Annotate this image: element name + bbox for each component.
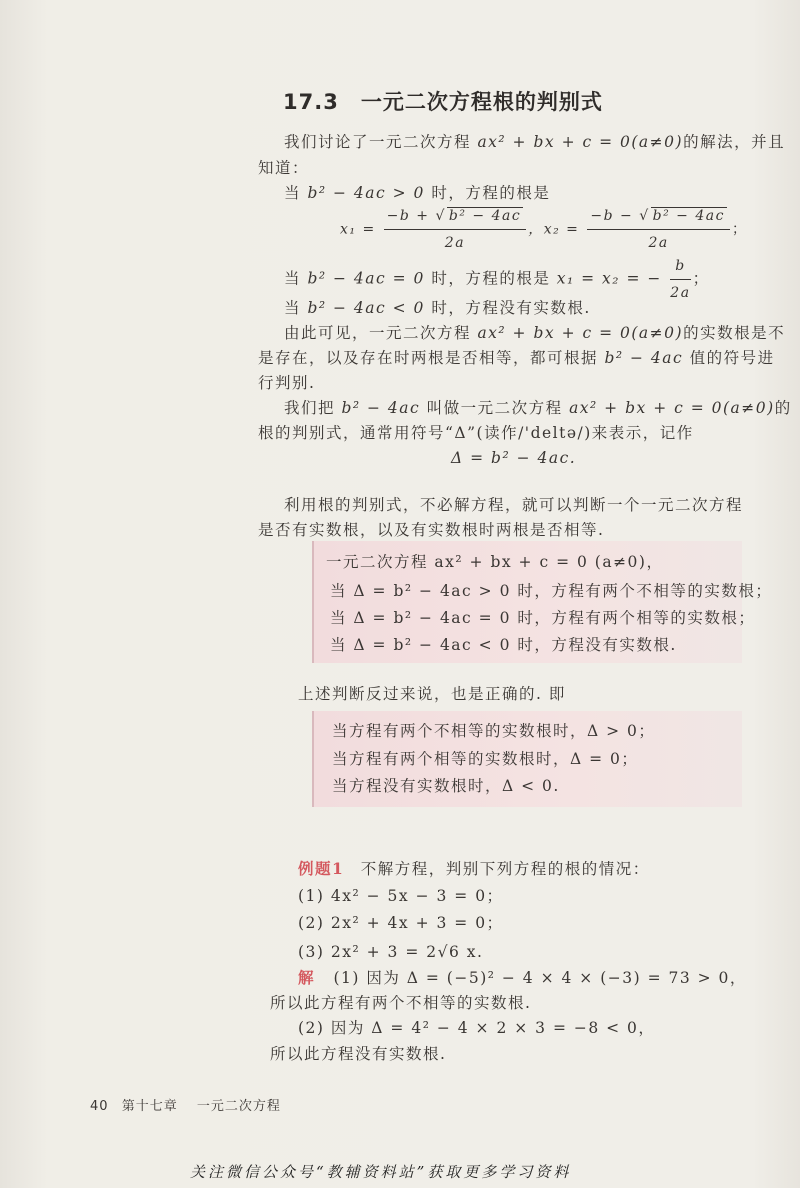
watermark-text: 关注微信公众号“教辅资料站”获取更多学习资料: [190, 1163, 572, 1181]
section-number: 17.3: [283, 90, 339, 114]
case-positive: 当 b² − 4ac > 0 时，方程的根是: [284, 184, 551, 202]
box1-line-1: 一元二次方程 ax² + bx + c = 0 (a≠0)，: [326, 553, 664, 571]
chapter-title: 一元二次方程: [196, 1099, 281, 1114]
case-zero: 当 b² − 4ac = 0 时，方程的根是 x₁ = x₂ = − $\frac{b}{2a}$ ；: [284, 254, 710, 305]
page-footer: [90, 1095, 281, 1114]
para4-line-1: 利用根的判别式，不必解方程，就可以判断一个一元二次方程: [284, 496, 744, 514]
case-negative: 当 b² − 4ac < 0 时，方程没有实数根.: [284, 299, 591, 317]
example-label: 例题1: [298, 859, 345, 878]
box1-line-2: 当 Δ = b² − 4ac > 0 时，方程有两个不相等的实数根；: [330, 582, 773, 600]
solution-2-conclusion: 所以此方程没有实数根.: [270, 1045, 447, 1063]
solution-1: 解 (1) 因为 Δ = (−5)² − 4 × 4 × (−3) = 73 > 0，: [298, 968, 747, 987]
para4-line-2: 是否有实数根，以及有实数根时两根是否相等.: [258, 521, 605, 539]
para2-line-2: 是存在，以及存在时两根是否相等，都可根据 b² − 4ac 值的符号进: [258, 349, 775, 367]
x1-fraction: $\frac{\text{−b + √ b² − 4ac}}{2a}$: [384, 204, 527, 255]
para2-line-3: 行判别.: [258, 374, 316, 392]
page-number: 40: [90, 1099, 109, 1114]
double-root-fraction: $\frac{b}{2a}$: [670, 254, 690, 305]
box1-line-4: 当 Δ = b² − 4ac < 0 时，方程没有实数根.: [330, 636, 677, 654]
box2-line-3: 当方程没有实数根时，Δ < 0.: [332, 777, 560, 795]
box1-line-3: 当 Δ = b² − 4ac = 0 时，方程有两个相等的实数根；: [330, 609, 756, 627]
intro-line-2: 知道：: [258, 159, 310, 177]
root-formula: x₁ = $\frac{\text{−b + √ b² − 4ac}}{2a}$ ，x₂ = $\frac{\text{−b − √ b² − 4ac}}{2a}$ ；: [340, 204, 747, 255]
intro-line-1: 我们讨论了一元二次方程 ax² + bx + c = 0(a≠0)的解法，并且: [284, 133, 786, 151]
chapter-number: 第十七章: [121, 1099, 178, 1114]
para3-line-1: 我们把 b² − 4ac 叫做一元二次方程 ax² + bx + c = 0(a≠0)的: [284, 399, 792, 417]
example-heading: 例题1 不解方程，判别下列方程的根的情况：: [298, 859, 650, 878]
box2-line-2: 当方程有两个相等的实数根时，Δ = 0；: [332, 750, 639, 768]
converse-text: 上述判断反过来说，也是正确的. 即: [298, 685, 566, 703]
x2-fraction: $\frac{\text{−b − √ b² − 4ac}}{2a}$: [587, 204, 730, 255]
solution-label: 解: [298, 968, 316, 987]
solution-1-conclusion: 所以此方程有两个不相等的实数根.: [270, 994, 532, 1012]
example-item-3: (3) 2x² + 3 = 2√6 x.: [298, 943, 484, 961]
solution-2: (2) 因为 Δ = 4² − 4 × 2 × 3 = −8 < 0，: [298, 1019, 656, 1037]
discriminant-formula: Δ = b² − 4ac.: [451, 449, 577, 467]
example-item-1: (1) 4x² − 5x − 3 = 0；: [298, 887, 504, 905]
example-item-2: (2) 2x² + 4x + 3 = 0；: [298, 914, 504, 932]
section-title: [283, 86, 603, 116]
box2-line-1: 当方程有两个不相等的实数根时，Δ > 0；: [332, 722, 656, 740]
para2-line-1: 由此可见，一元二次方程 ax² + bx + c = 0(a≠0)的实数根是不: [284, 324, 786, 342]
para3-line-2: 根的判别式，通常用符号“Δ”(读作/'deltə/)来表示，记作: [258, 424, 694, 442]
section-heading: 一元二次方程根的判别式: [360, 90, 603, 114]
